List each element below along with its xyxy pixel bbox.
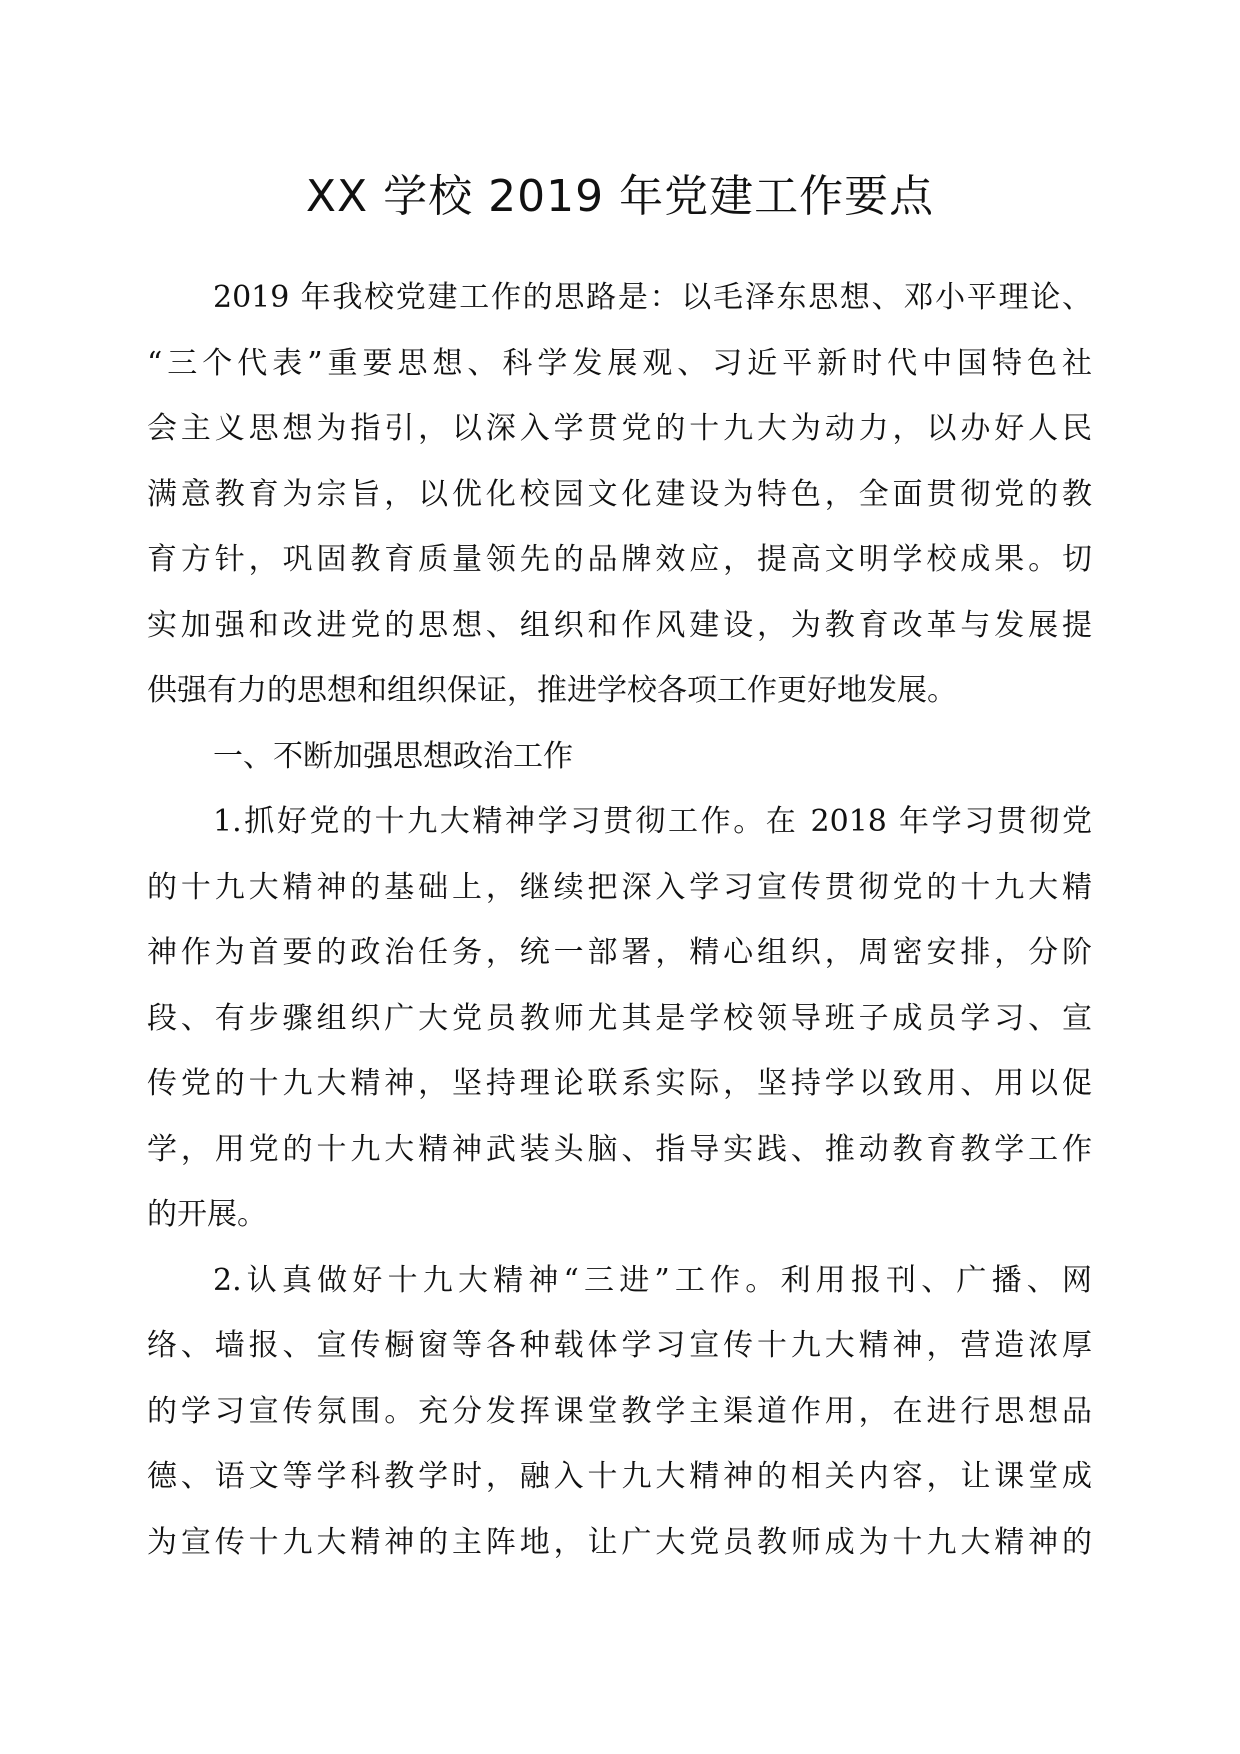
text-line: 满意教育为宗旨，以优化校园文化建设为特色，全面贯彻党的教: [147, 476, 1092, 512]
text-line: 实加强和改进党的思想、组织和作风建设，为教育改革与发展提: [147, 607, 1092, 643]
text-line: 2019 年我校党建工作的思路是：以毛泽东思想、邓小平理论、: [213, 280, 1092, 315]
text-line: 供强有力的思想和组织保证，推进学校各项工作更好地发展。: [147, 673, 957, 708]
text-line: 一、不断加强思想政治工作: [213, 738, 573, 774]
text-line: 为宣传十九大精神的主阵地，让广大党员教师成为十九大精神的: [147, 1524, 1092, 1560]
text-line: 的学习宣传氛围。充分发挥课堂教学主渠道作用，在进行思想品: [147, 1393, 1092, 1429]
text-line: 的开展。: [147, 1197, 267, 1232]
document-body: [147, 265, 1092, 1575]
text-line: 学，用党的十九大精神武装头脑、指导实践、推动教育教学工作: [147, 1131, 1092, 1167]
document-title: XX 学校 2019 年党建工作要点: [305, 171, 935, 222]
text-line: 段、有步骤组织广大党员教师尤其是学校领导班子成员学习、宣: [147, 1000, 1092, 1036]
text-line: “三个代表”重要思想、科学发展观、习近平新时代中国特色社: [147, 345, 1092, 381]
text-line: 神作为首要的政治任务，统一部署，精心组织，周密安排，分阶: [147, 935, 1092, 970]
text-line: 2.认真做好十九大精神“三进”工作。利用报刊、广播、网: [213, 1262, 1092, 1298]
text-line: 德、语文等学科教学时，融入十九大精神的相关内容，让课堂成: [147, 1459, 1092, 1494]
text-line: 会主义思想为指引，以深入学贯党的十九大为动力，以办好人民: [147, 411, 1092, 446]
text-line: 育方针，巩固教育质量领先的品牌效应，提高文明学校成果。切: [147, 542, 1092, 577]
text-line: 1.抓好党的十九大精神学习贯彻工作。在 2018 年学习贯彻党: [213, 804, 1092, 839]
text-line: 络、墙报、宣传橱窗等各种载体学习宣传十九大精神，营造浓厚: [147, 1328, 1092, 1363]
text-line: 的十九大精神的基础上，继续把深入学习宣传贯彻党的十九大精: [147, 869, 1092, 905]
text-line: 传党的十九大精神，坚持理论联系实际，坚持学以致用、用以促: [147, 1066, 1092, 1101]
